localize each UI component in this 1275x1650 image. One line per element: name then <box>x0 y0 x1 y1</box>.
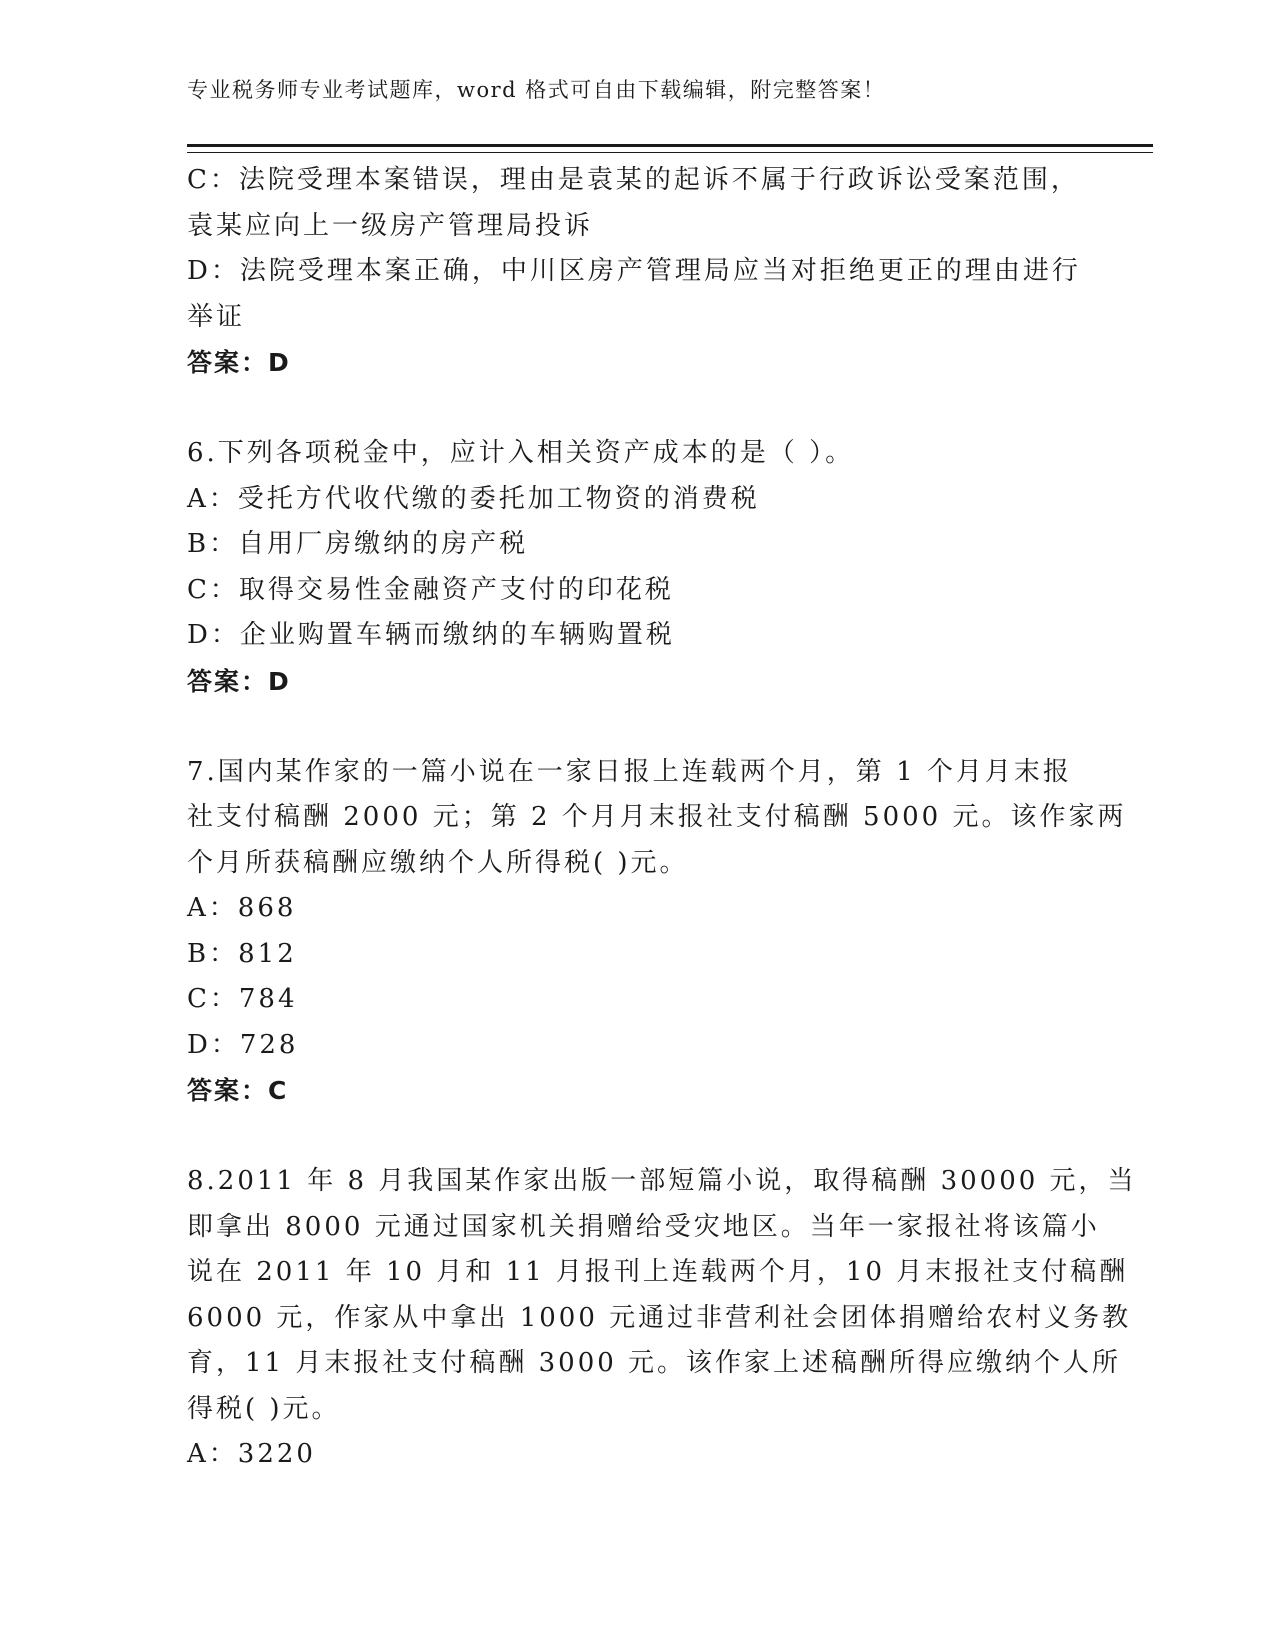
q8-option-a: A：3220 <box>187 1439 316 1469</box>
q7-option-b: B：812 <box>187 938 297 969</box>
q7-option-a: A：868 <box>187 893 297 923</box>
spacer <box>187 1114 1087 1160</box>
q6-option-b: B：自用厂房缴纳的房产税 <box>187 529 529 559</box>
q5-option-d-line2: 举证 <box>187 301 246 332</box>
q6-option-d: D：企业购置车辆而缴纳的车辆购置税 <box>187 620 675 650</box>
q6-option-c: C：取得交易性金融资产支付的印花税 <box>187 574 674 605</box>
q5-option-c-line1: C：法院受理本案错误，理由是袁某的起诉不属于行政诉讼受案范围， <box>187 165 1080 195</box>
q5-option-d-line1: D：法院受理本案正确，中川区房产管理局应当对拒绝更正的理由进行 <box>187 256 1081 286</box>
q8-stem-line1: 8.2011 年 8 月我国某作家出版一部短篇小说，取得稿酬 30000 元，当 <box>187 1166 1137 1196</box>
question-7 <box>187 750 1127 1114</box>
q8-stem-line4: 6000 元，作家从中拿出 1000 元通过非营利社会团体捐赠给农村义务教 <box>187 1302 1132 1333</box>
q8-stem-line5: 育，11 月末报社支付稿酬 3000 元。该作家上述稿酬所得应缴纳个人所 <box>187 1348 1122 1378</box>
q8-stem-line2: 即拿出 8000 元通过国家机关捐赠给受灾地区。当年一家报社将该篇小 <box>187 1211 1100 1242</box>
q7-stem-line3: 个月所获稿酬应缴纳个人所得税( )元。 <box>187 847 689 878</box>
question-5 <box>187 158 1087 386</box>
question-8 <box>187 1159 1137 1478</box>
q8-stem-line3: 说在 2011 年 10 月和 11 月报刊上连载两个月，10 月末报社支付稿酬 <box>187 1257 1129 1287</box>
page-header: 专业税务师专业考试题库，word 格式可自由下载编辑，附完整答案！ <box>187 78 886 102</box>
spacer <box>187 386 1087 432</box>
q6-stem: 6.下列各项税金中，应计入相关资产成本的是（ ）。 <box>187 438 855 468</box>
q7-option-d: D：728 <box>187 1029 299 1060</box>
q8-stem-line6: 得税( )元。 <box>187 1393 341 1424</box>
q5-answer: 答案：D <box>187 348 291 377</box>
q6-answer: 答案：D <box>187 666 291 696</box>
q5-option-c-line2: 袁某应向上一级房产管理局投诉 <box>187 210 594 241</box>
q7-stem-line2: 社支付稿酬 2000 元；第 2 个月月末报社支付稿酬 5000 元。该作家两 <box>187 802 1127 832</box>
question-6 <box>187 431 1087 704</box>
q7-option-c: C：784 <box>187 984 298 1014</box>
q7-stem-line1: 7.国内某作家的一篇小说在一家日报上连载两个月，第 1 个月月末报 <box>187 756 1072 787</box>
document-body <box>187 158 1137 1478</box>
spacer <box>187 704 1087 750</box>
q7-answer: 答案：C <box>187 1076 289 1105</box>
header-divider <box>187 144 1153 153</box>
q6-option-a: A：受托方代收代缴的委托加工物资的消费税 <box>187 483 760 514</box>
